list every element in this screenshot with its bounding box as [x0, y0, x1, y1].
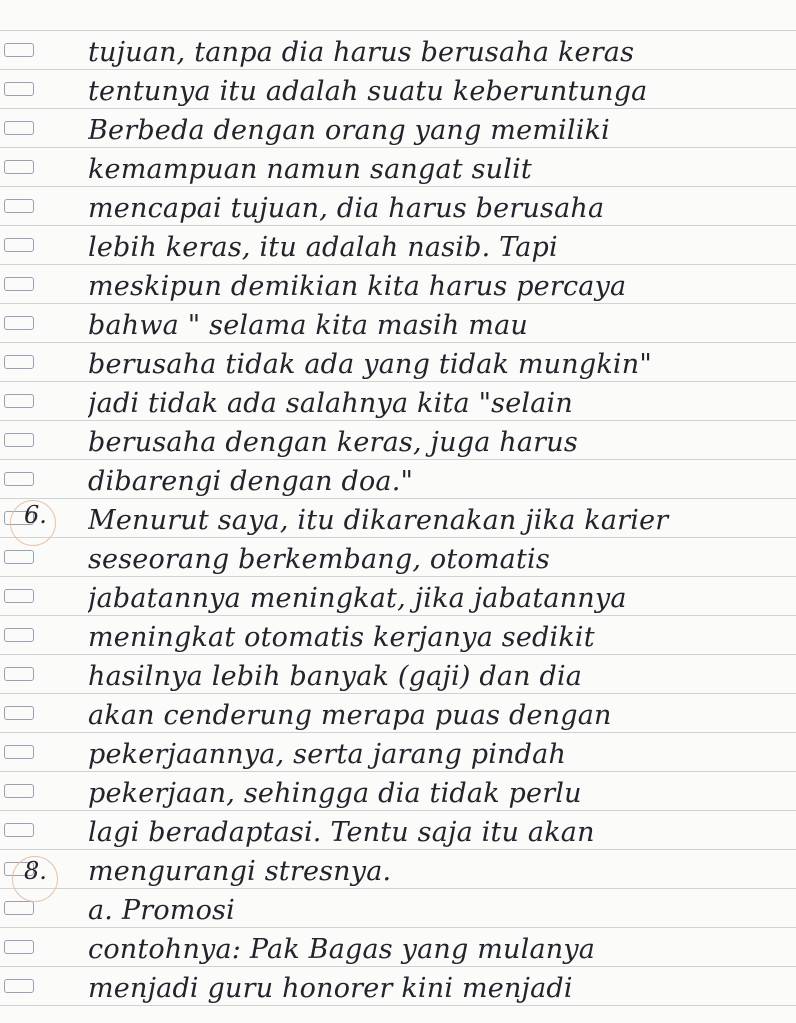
item-number-8: 8.: [24, 857, 47, 885]
margin-checkbox: [4, 121, 34, 135]
ruled-line: [0, 30, 796, 31]
margin-checkbox: [4, 199, 34, 213]
text-line: meskipun demikian kita harus percaya: [88, 271, 627, 302]
text-line: akan cenderung merapa puas dengan: [88, 700, 612, 731]
text-line: mencapai tujuan, dia harus berusaha: [88, 193, 605, 224]
margin-checkbox: [4, 238, 34, 252]
text-line: bahwa " selama kita masih mau: [88, 310, 528, 341]
text-line: pekerjaan, sehingga dia tidak perlu: [88, 778, 582, 809]
text-line: tentunya itu adalah suatu keberuntunga: [88, 76, 648, 107]
margin-checkbox: [4, 784, 34, 798]
text-line: jabatannya meningkat, jika jabatannya: [88, 583, 627, 614]
text-line: kemampuan namun sangat sulit: [88, 154, 532, 185]
margin-checkbox: [4, 706, 34, 720]
text-line: meningkat otomatis kerjanya sedikit: [88, 622, 595, 653]
text-line: menjadi guru honorer kini menjadi: [88, 973, 573, 1004]
item-number-6: 6.: [24, 501, 47, 529]
margin-checkbox: [4, 901, 34, 915]
text-line: a. Promosi: [88, 895, 235, 926]
text-line: dibarengi dengan doa.": [88, 466, 414, 497]
text-line: seseorang berkembang, otomatis: [88, 544, 550, 575]
text-line: hasilnya lebih banyak (gaji) dan dia: [88, 661, 583, 692]
text-line: lagi beradaptasi. Tentu saja itu akan: [88, 817, 595, 848]
text-line: jadi tidak ada salahnya kita "selain: [88, 388, 573, 419]
margin-checkbox: [4, 472, 34, 486]
text-line: pekerjaannya, serta jarang pindah: [88, 739, 567, 770]
margin-checkbox: [4, 550, 34, 564]
margin-checkbox: [4, 43, 34, 57]
text-line: tujuan, tanpa dia harus berusaha keras: [88, 37, 635, 68]
text-line: Berbeda dengan orang yang memiliki: [88, 115, 610, 146]
text-line: berusaha dengan keras, juga harus: [88, 427, 578, 458]
text-line: lebih keras, itu adalah nasib. Tapi: [88, 232, 558, 263]
margin-checkbox: [4, 823, 34, 837]
margin-checkbox: [4, 316, 34, 330]
text-line: Menurut saya, itu dikarenakan jika karier: [88, 505, 669, 536]
margin-checkbox: [4, 979, 34, 993]
margin-checkbox: [4, 355, 34, 369]
text-line: berusaha tidak ada yang tidak mungkin": [88, 349, 652, 380]
margin-checkbox: [4, 277, 34, 291]
margin-checkbox: [4, 433, 34, 447]
margin-checkbox: [4, 940, 34, 954]
margin-checkbox: [4, 82, 34, 96]
margin-checkbox: [4, 745, 34, 759]
margin-checkbox: [4, 160, 34, 174]
margin-checkbox: [4, 667, 34, 681]
text-line: contohnya: Pak Bagas yang mulanya: [88, 934, 596, 965]
text-line: mengurangi stresnya.: [88, 856, 392, 887]
margin-checkbox: [4, 394, 34, 408]
margin-checkbox: [4, 628, 34, 642]
margin-checkbox: [4, 589, 34, 603]
